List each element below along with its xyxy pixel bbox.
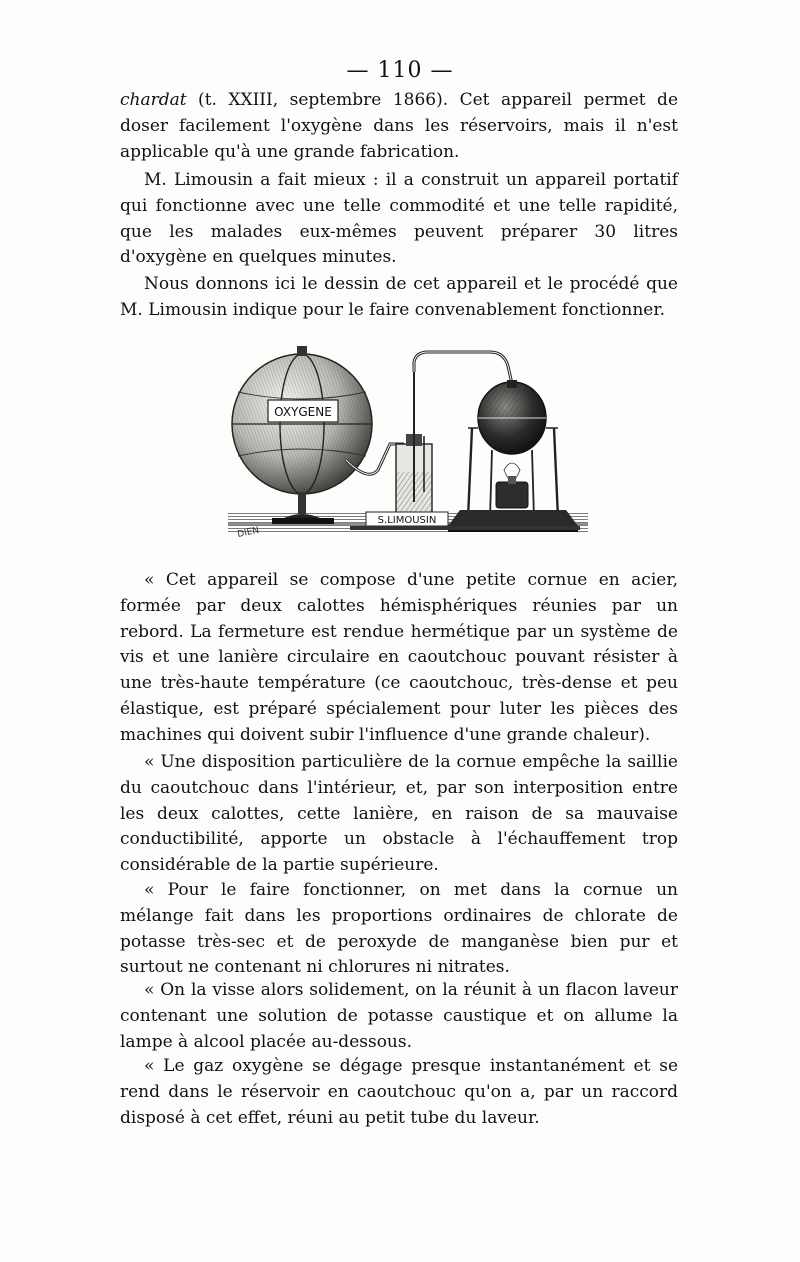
- paragraph-4: « Cet appareil se compose d'une petite cornue en acier, formée par deux calottes hémisphériques réunies par un rebord. La fermeture est rendue hermétique par un système de vis et une lanière circulaire en caoutchouc pouvant résister à une très-haute température (ce caoutchouc, très-dense et peu élastique, est préparé spécialement pour luter les pièces des machines qui doivent subir l'influence d'une grande chaleur).: [120, 570, 678, 745]
- balloon-stand: [272, 492, 334, 524]
- paragraph-3: Nous donnons ici le dessin de cet appareil et le procédé que M. Limousin indique pour le faire convenablement fonctionner.: [120, 274, 678, 320]
- paragraph-7: « On la visse alors solidement, on la réunit à un flacon laveur contenant une solution de potasse caustique et on allume la lampe à alcool placée au-dessous.: [120, 980, 678, 1052]
- paragraph-6: « Pour le faire fonctionner, on met dans la cornue un mélange fait dans les proportions ordinaires de chlorate de potasse très-sec et de peroxyde de manganèse bien pur et surtout ne contenant ni chlorures ni nitrates.: [120, 880, 678, 978]
- apparatus-engraving: [228, 332, 588, 542]
- oxygen-balloon: [232, 346, 372, 494]
- paragraph-8: « Le gaz oxygène se dégage presque instantanément et se rend dans le réservoir en caoutchouc qu'on a, par un raccord disposé à cet effet, réuni au petit tube du laveur.: [120, 1056, 678, 1128]
- paragraph-2: M. Limousin a fait mieux : il a construit un appareil portatif qui fonctionne avec une telle commodité et une telle rapidité, que les malades eux-mêmes peuvent préparer 30 litres d'oxygène en quelques minutes.: [120, 170, 678, 268]
- italic-lead: chardat: [120, 90, 187, 110]
- paragraph-5: « Une disposition particulière de la cornue empêche la saillie du caoutchouc dans l'intérieur, et, par son interposition entre les deux calottes, cette lanière, en raison de sa mauvaise conductibilité, apporte un obstacle à l'échauffement trop considérable de la partie supérieure.: [120, 752, 678, 876]
- base-label: S.LIMOUSIN: [377, 515, 437, 526]
- apparatus-base: [350, 510, 580, 532]
- alcohol-lamp: [496, 463, 528, 508]
- apparatus-illustration: [228, 332, 588, 542]
- engraver-mark: DIEN: [236, 525, 261, 540]
- paragraph-1-text: (t. XXIII, septembre 1866). Cet appareil permet de doser facilement l'oxygène dans les réservoirs, mais il n'est applicable qu'à une grande fabrication.: [120, 90, 678, 162]
- paragraph-1: [120, 88, 678, 165]
- steel-retort: [478, 380, 546, 454]
- page-number: — 110 —: [346, 58, 454, 83]
- washing-flask: [396, 372, 432, 516]
- balloon-label: OXYGENE: [274, 405, 332, 419]
